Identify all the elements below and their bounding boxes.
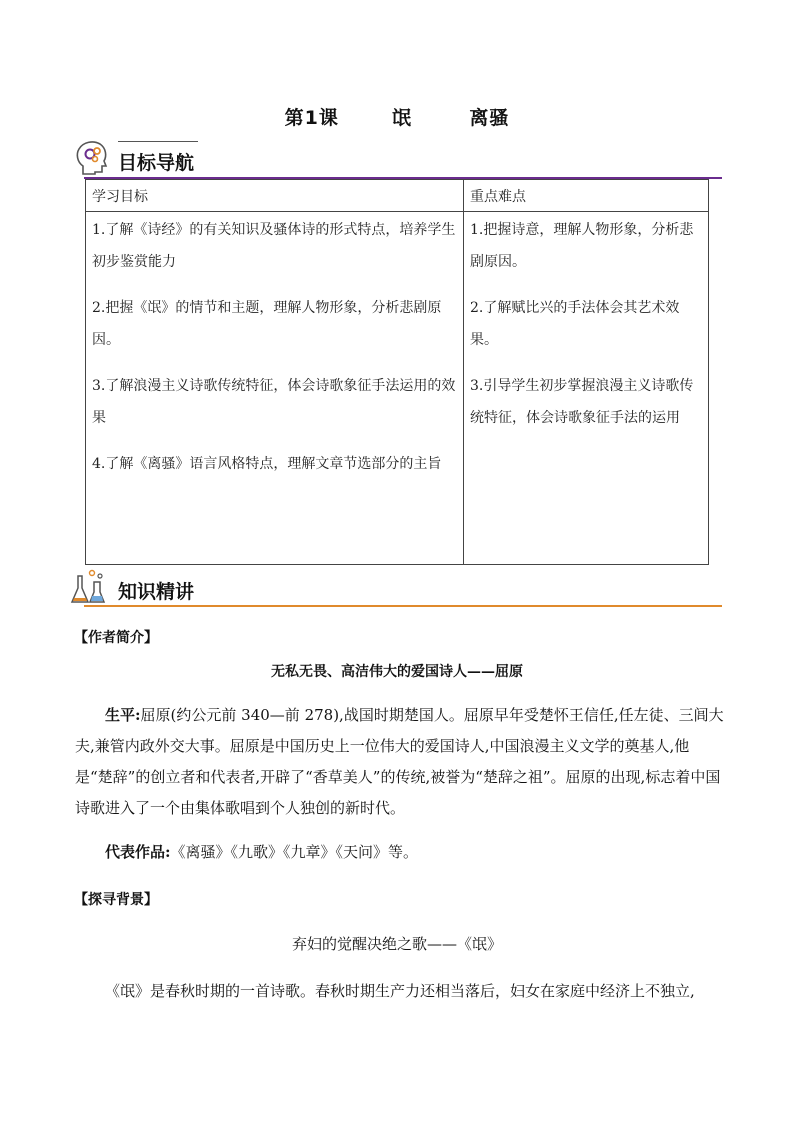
author-section-label: 【作者简介】: [74, 630, 158, 646]
author-works-text: 《离骚》《九歌》《九章》《天问》等。: [170, 843, 419, 861]
learning-goal-1: 1.了解《诗经》的有关知识及骚体诗的形式特点，培养学生初步鉴赏能力: [92, 222, 456, 270]
lesson-number: 第1课: [284, 107, 339, 129]
goals-table-header: [86, 180, 709, 212]
learning-goal-2: 2.把握《氓》的情节和主题，理解人物形象，分析悲剧原因。: [92, 300, 442, 348]
key-points-cell: [464, 212, 709, 565]
head-gears-icon: [73, 138, 113, 178]
background-heading: 弃妇的觉醒决绝之歌——《氓》: [291, 935, 502, 953]
background-section-label: 【探寻背景】: [74, 892, 158, 908]
key-point-1: 1.把握诗意，理解人物形象，分析悲剧原因。: [470, 222, 694, 270]
section-knowledge-underline: [84, 605, 722, 607]
col-header-key-points: 重点难点: [464, 180, 709, 212]
author-works-label: 代表作品:: [105, 843, 171, 861]
author-life-text: 屈原(约公元前 340—前 278),战国时期楚国人。屈原早年受楚怀王信任,任左徒、三闾大夫,兼管内政外交大事。屈原是中国历史上一位伟大的爱国诗人,中国浪漫主义文学的奠基人,他是“楚辞”的创立者和代表者,开辟了“香草美人”的传统,被誉为“楚辞之祖”。屈原的出现,标志着中国诗歌进入了一个由集体歌唱到个人独创的新时代。: [75, 706, 724, 817]
learning-goal-4: 4.了解《离骚》语言风格特点，理解文章节选部分的主旨: [92, 456, 442, 472]
section-knowledge-title: 知识精讲: [118, 581, 195, 603]
learning-goals-cell: [86, 212, 464, 565]
goals-table: [85, 179, 709, 565]
section-goals-title: 目标导航: [118, 152, 195, 174]
section-knowledge-header: [70, 568, 722, 608]
key-point-3: 3.引导学生初步掌握浪漫主义诗歌传统特征，体会诗歌象征手法的运用: [470, 378, 694, 426]
goals-table-body: [86, 212, 709, 565]
key-point-2: 2.了解赋比兴的手法体会其艺术效果。: [470, 300, 680, 348]
learning-goal-3: 3.了解浪漫主义诗歌传统特征，体会诗歌象征手法运用的效果: [92, 378, 456, 426]
lab-flask-icon: [70, 568, 110, 606]
lesson-title: [0, 103, 794, 130]
section-goals-topline: [118, 141, 198, 142]
author-life-paragraph: [75, 700, 726, 824]
section-goals-header: [70, 136, 722, 181]
author-heading: 无私无畏、高洁伟大的爱国诗人——屈原: [271, 664, 523, 680]
background-text: 《氓》是春秋时期的一首诗歌。春秋时期生产力还相当落后，妇女在家庭中经济上不独立,: [105, 982, 695, 1000]
lesson-title-part-2: 离骚: [469, 107, 510, 129]
author-works-paragraph: [75, 837, 726, 868]
col-header-learning-goals: 学习目标: [86, 180, 464, 212]
lesson-title-part-1: 氓: [392, 107, 413, 129]
author-life-label: 生平:: [105, 706, 141, 724]
